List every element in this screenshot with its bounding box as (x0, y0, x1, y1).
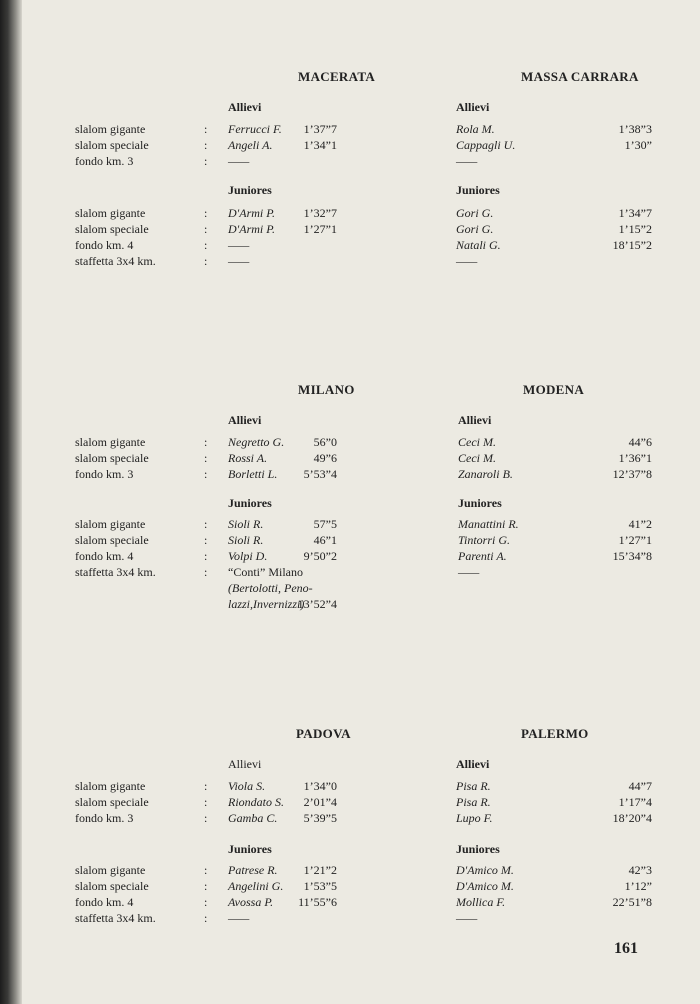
event-label: slalom gigante (75, 122, 146, 136)
athlete-name-right: Pisa R. (456, 795, 491, 809)
colon: : (204, 895, 208, 909)
time-right: 1’34”7 (618, 206, 652, 220)
athlete-name-right: Tintorri G. (458, 533, 511, 547)
colon: : (204, 206, 208, 220)
event-label: slalom speciale (75, 795, 149, 809)
colon: : (204, 533, 208, 547)
event-label: slalom speciale (75, 879, 149, 893)
colon: : (204, 879, 208, 893)
city-heading-left: PADOVA (296, 726, 351, 741)
athlete-name-left: Rossi A. (228, 451, 268, 465)
colon: : (204, 811, 208, 825)
colon: : (204, 238, 208, 252)
colon: : (204, 467, 208, 481)
category-juniores-right: Juniores (456, 842, 500, 856)
athlete-name-right: Ceci M. (458, 451, 496, 465)
event-label: staffetta 3x4 km. (75, 254, 156, 268)
athlete-name-right: —— (456, 911, 478, 925)
result-row (0, 450, 700, 466)
athlete-name-left: Ferrucci F. (228, 122, 282, 136)
event-label: slalom gigante (75, 779, 146, 793)
colon: : (204, 254, 208, 268)
result-row (0, 466, 700, 482)
time-right: 1’30” (624, 138, 652, 152)
relay-members-line2: lazzi,Invernizzi) (228, 597, 305, 611)
event-label: slalom gigante (75, 206, 146, 220)
athlete-name-left: —— (228, 154, 250, 168)
time-left: 49”6 (313, 451, 337, 465)
category-allievi-left: Allievi (228, 413, 262, 427)
result-row (0, 205, 700, 221)
time-right: 22’51”8 (612, 895, 652, 909)
athlete-name-right: —— (456, 254, 478, 268)
athlete-name-left: Avossa P. (228, 895, 274, 909)
event-label: fondo km. 4 (75, 238, 134, 252)
event-label: slalom gigante (75, 517, 146, 531)
athlete-name-left: Viola S. (228, 779, 266, 793)
event-label: slalom speciale (75, 533, 149, 547)
relay-team-name: “Conti” Milano (228, 565, 303, 579)
result-row (0, 137, 700, 153)
time-right: 1’17”4 (618, 795, 652, 809)
colon: : (204, 517, 208, 531)
event-label: slalom gigante (75, 435, 146, 449)
colon: : (204, 549, 208, 563)
time-left: 2’01”4 (303, 795, 337, 809)
time-right: 1’38”3 (618, 122, 652, 136)
athlete-name-right: Pisa R. (456, 779, 491, 793)
time-left: 56”0 (313, 435, 337, 449)
result-row (0, 878, 700, 894)
time-right: 44”7 (628, 779, 652, 793)
athlete-name-right: Mollica F. (456, 895, 506, 909)
city-heading-right: MODENA (523, 382, 585, 397)
athlete-name-right: Manattini R. (458, 517, 519, 531)
time-right: 18’20”4 (612, 811, 652, 825)
result-row (0, 794, 700, 810)
athlete-name-right: —— (458, 565, 480, 579)
time-right: 18’15”2 (612, 238, 652, 252)
athlete-name-left: Sioli R. (228, 533, 264, 547)
athlete-name-right: Gori G. (456, 206, 494, 220)
page-number: 161 (614, 940, 638, 957)
athlete-name-left: Angelini G. (228, 879, 284, 893)
time-left: 46”1 (313, 533, 337, 547)
time-right: 1’15”2 (618, 222, 652, 236)
relay-members-line1: (Bertolotti, Peno- (228, 581, 313, 595)
athlete-name-left: D'Armi P. (228, 206, 276, 220)
time-left: 1’34”1 (303, 138, 337, 152)
time-left: 57”5 (313, 517, 337, 531)
colon: : (204, 911, 208, 925)
relay-members-row (0, 596, 700, 612)
athlete-name-right: D'Amico M. (456, 863, 514, 877)
athlete-name-right: Parenti A. (458, 549, 507, 563)
category-juniores-right: Juniores (456, 183, 500, 197)
result-row (0, 121, 700, 137)
result-row (0, 237, 700, 253)
event-label: fondo km. 4 (75, 549, 134, 563)
category-juniores-left: Juniores (228, 183, 272, 197)
time-right: 12’37”8 (612, 467, 652, 481)
event-label: fondo km. 3 (75, 811, 134, 825)
time-left: 1’27”1 (303, 222, 337, 236)
category-allievi-right: Allievi (456, 100, 490, 114)
event-label: slalom speciale (75, 138, 149, 152)
city-heading-right: PALERMO (521, 726, 589, 741)
time-right: 42”3 (628, 863, 652, 877)
athlete-name-left: Patrese R. (228, 863, 278, 877)
time-right: 1’27”1 (618, 533, 652, 547)
time-left: 5’39”5 (303, 811, 337, 825)
colon: : (204, 222, 208, 236)
relay-time: 13’52”4 (297, 597, 337, 611)
athlete-name-right: Cappagli U. (456, 138, 516, 152)
event-label: fondo km. 4 (75, 895, 134, 909)
athlete-name-left: Sioli R. (228, 517, 264, 531)
result-row (0, 548, 700, 564)
category-juniores-left: Juniores (228, 842, 272, 856)
category-juniores-right: Juniores (458, 496, 502, 510)
colon: : (204, 122, 208, 136)
category-allievi-right: Allievi (458, 413, 492, 427)
category-allievi-left: Allievi (228, 100, 262, 114)
result-row (0, 532, 700, 548)
result-row (0, 894, 700, 910)
time-right: 1’36”1 (618, 451, 652, 465)
athlete-name-left: Borletti L. (228, 467, 278, 481)
athlete-name-right: Gori G. (456, 222, 494, 236)
time-left: 1’32”7 (303, 206, 337, 220)
athlete-name-right: Rola M. (456, 122, 495, 136)
category-juniores-left: Juniores (228, 496, 272, 510)
time-right: 1’12” (624, 879, 652, 893)
colon: : (204, 863, 208, 877)
time-left: 1’34”0 (303, 779, 337, 793)
athlete-name-left: Negretto G. (228, 435, 285, 449)
event-label: slalom gigante (75, 863, 146, 877)
colon: : (204, 451, 208, 465)
event-label: slalom speciale (75, 451, 149, 465)
result-row (0, 516, 700, 532)
colon: : (204, 565, 208, 579)
city-heading-left: MACERATA (298, 69, 376, 84)
athlete-name-left: Angeli A. (228, 138, 273, 152)
colon: : (204, 154, 208, 168)
athlete-name-right: Lupo F. (456, 811, 493, 825)
result-row (0, 778, 700, 794)
event-label: fondo km. 3 (75, 467, 134, 481)
time-left: 1’21”2 (303, 863, 337, 877)
athlete-name-right: —— (456, 154, 478, 168)
colon: : (204, 138, 208, 152)
colon: : (204, 779, 208, 793)
result-row (0, 253, 700, 269)
time-left: 5’53”4 (303, 467, 337, 481)
result-row (0, 564, 700, 580)
colon: : (204, 435, 208, 449)
time-left: 11’55”6 (298, 895, 337, 909)
athlete-name-left: —— (228, 254, 250, 268)
category-allievi-left: Allievi (228, 757, 262, 771)
time-right: 44”6 (628, 435, 652, 449)
athlete-name-left: Gamba C. (228, 811, 278, 825)
time-right: 15’34”8 (612, 549, 652, 563)
result-row (0, 910, 700, 926)
athlete-name-left: D'Armi P. (228, 222, 276, 236)
category-allievi-right: Allievi (456, 757, 490, 771)
result-row (0, 153, 700, 169)
athlete-name-right: Natali G. (456, 238, 501, 252)
time-left: 1’37”7 (303, 122, 337, 136)
athlete-name-left: —— (228, 238, 250, 252)
athlete-name-right: Ceci M. (458, 435, 496, 449)
event-label: staffetta 3x4 km. (75, 565, 156, 579)
event-label: fondo km. 3 (75, 154, 134, 168)
result-row (0, 434, 700, 450)
city-heading-left: MILANO (298, 382, 355, 397)
result-row (0, 221, 700, 237)
athlete-name-right: Zanaroli B. (458, 467, 513, 481)
athlete-name-left: —— (228, 911, 250, 925)
time-right: 41”2 (628, 517, 652, 531)
time-left: 1’53”5 (303, 879, 337, 893)
result-row (0, 862, 700, 878)
athlete-name-right: D'Amico M. (456, 879, 514, 893)
colon: : (204, 795, 208, 809)
athlete-name-left: Riondato S. (228, 795, 284, 809)
time-left: 9’50”2 (303, 549, 337, 563)
event-label: staffetta 3x4 km. (75, 911, 156, 925)
city-heading-right: MASSA CARRARA (521, 69, 639, 84)
result-row (0, 810, 700, 826)
athlete-name-left: Volpi D. (228, 549, 268, 563)
event-label: slalom speciale (75, 222, 149, 236)
